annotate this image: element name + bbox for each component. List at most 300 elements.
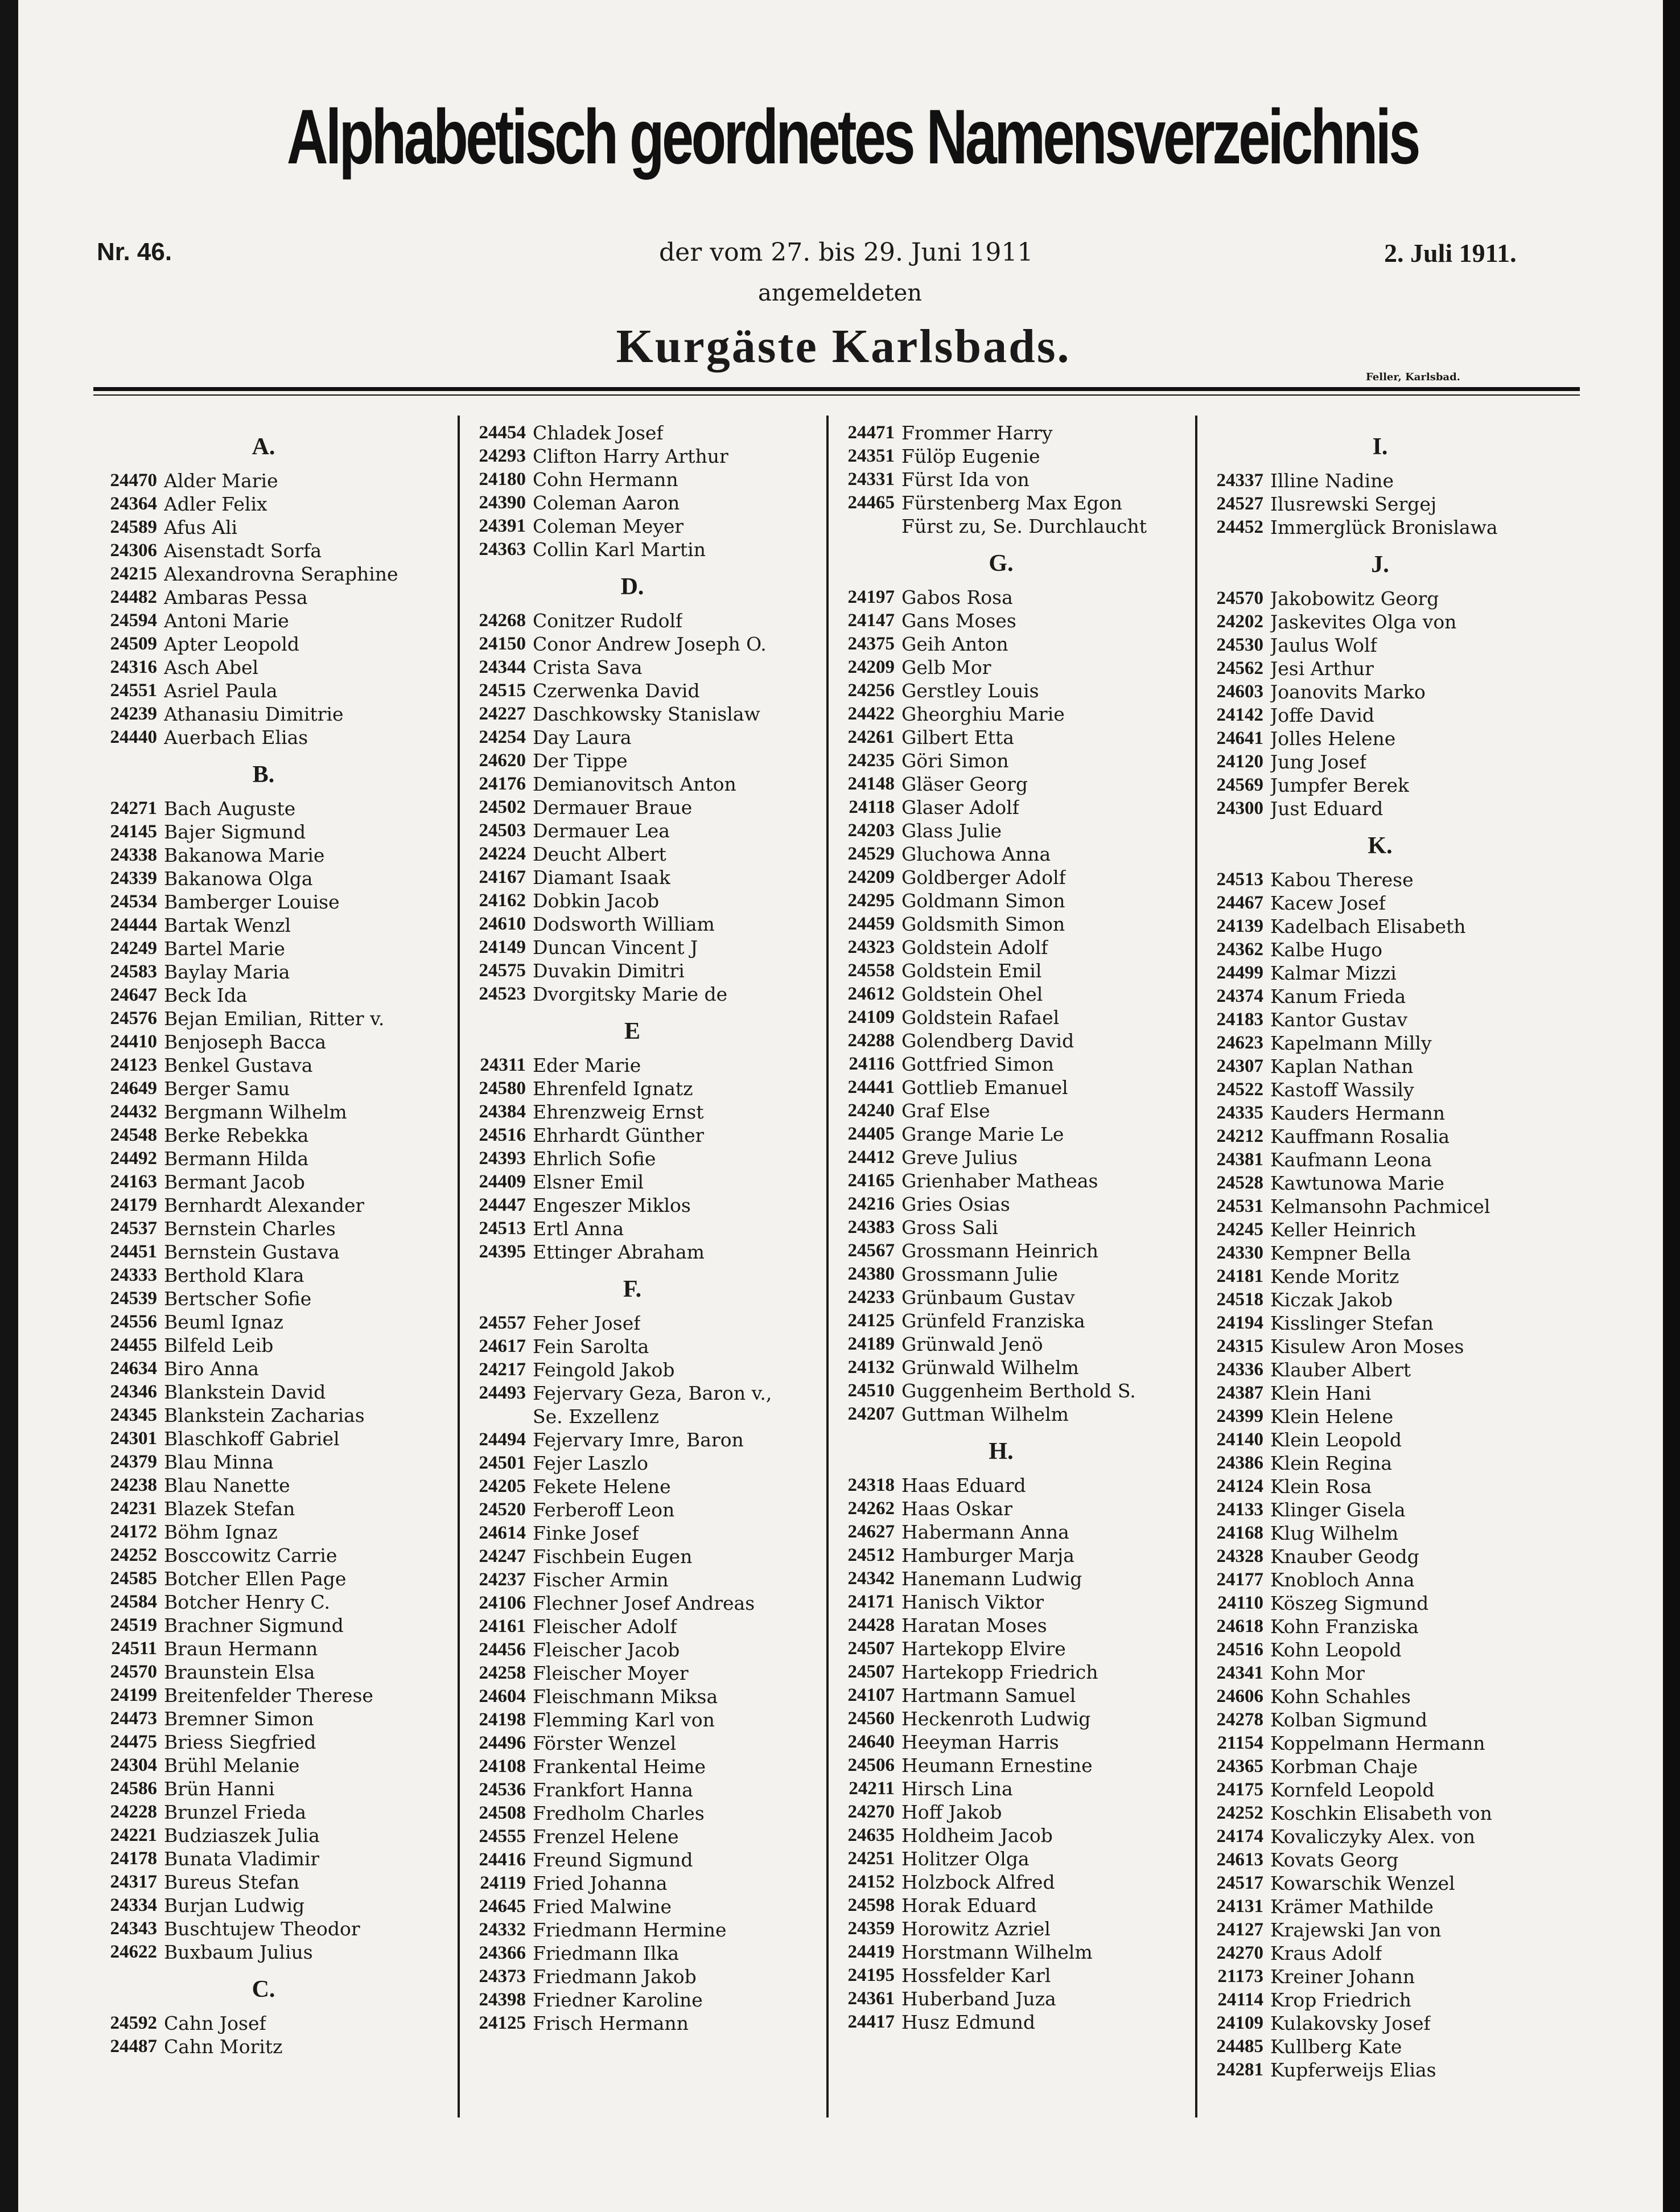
section-letter-heading: H. <box>989 1438 1014 1465</box>
guest-number: 24268 <box>479 610 526 631</box>
guest-number <box>446 1405 533 1428</box>
guest-number: 24181 <box>1216 1266 1263 1286</box>
guest-entry <box>1184 1405 1576 1428</box>
guest-entry <box>77 1007 450 1030</box>
guest-number: 24359 <box>847 1918 895 1939</box>
guest-number: 24520 <box>479 1499 526 1520</box>
guest-entry <box>1184 1311 1576 1335</box>
guest-name: Der Tippe <box>533 750 628 772</box>
guest-number: 24233 <box>847 1287 895 1308</box>
guest-name: Geih Anton <box>901 633 1008 655</box>
guest-number: 24516 <box>1216 1639 1263 1660</box>
guest-entry <box>815 1333 1187 1356</box>
guest-number: 24278 <box>1216 1709 1263 1730</box>
guest-entry <box>1184 1568 1576 1592</box>
guest-name: Fürst zu, Se. Durchlaucht <box>901 515 1147 537</box>
section-letter-heading: I. <box>1372 434 1388 460</box>
guest-name: Haas Oskar <box>901 1498 1012 1520</box>
guest-entry <box>1184 727 1576 750</box>
guest-entry <box>77 1660 450 1684</box>
guest-entry <box>446 1872 818 1895</box>
guest-entry <box>77 1310 450 1334</box>
guest-name: Horak Eduard <box>901 1894 1037 1917</box>
guest-name: Grossmann Julie <box>901 1263 1058 1285</box>
header-rule-thin <box>93 394 1580 396</box>
guest-number: 24536 <box>479 1779 526 1800</box>
guest-entry <box>1184 704 1576 727</box>
guest-name: Duvakin Dimitri <box>533 960 685 982</box>
guest-name: Bunata Vladimir <box>164 1848 320 1870</box>
guest-number: 24306 <box>110 540 157 561</box>
guest-name: Hanisch Viktor <box>901 1591 1044 1613</box>
guest-name: Keller Heinrich <box>1270 1219 1417 1241</box>
guest-entry <box>1184 634 1576 657</box>
guest-number: 24124 <box>1216 1476 1263 1496</box>
guest-number: 24249 <box>110 938 157 959</box>
guest-number: 24300 <box>1216 798 1263 819</box>
guest-number: 24262 <box>847 1498 895 1519</box>
guest-number: 24150 <box>479 634 526 654</box>
guest-entry <box>77 1614 450 1637</box>
guest-entry <box>446 1522 818 1545</box>
guest-name: Friedner Karoline <box>533 1989 703 2011</box>
guest-entry <box>446 889 818 912</box>
guest-name: Elsner Emil <box>533 1171 644 1193</box>
guest-entry <box>815 1099 1187 1123</box>
guest-name: Beck Ida <box>164 984 248 1006</box>
guest-number: 24499 <box>1216 963 1263 983</box>
guest-name: Hartmann Samuel <box>901 1684 1076 1707</box>
guest-number: 24270 <box>1216 1943 1263 1963</box>
guest-number: 24109 <box>847 1007 895 1027</box>
guest-number: 24108 <box>479 1756 526 1777</box>
guest-number: 24537 <box>110 1218 157 1239</box>
guest-name: Asriel Paula <box>164 680 278 702</box>
guest-entry <box>77 1777 450 1800</box>
guest-number: 24589 <box>110 517 157 537</box>
guest-entry <box>77 1894 450 1917</box>
guest-entry <box>1184 1895 1576 1918</box>
guest-name: Benjoseph Bacca <box>164 1031 327 1053</box>
guest-number: 24383 <box>847 1217 895 1237</box>
guest-entry <box>77 1520 450 1544</box>
guest-number: 24428 <box>847 1615 895 1635</box>
guest-entry <box>815 1754 1187 1777</box>
guest-number: 24441 <box>847 1077 895 1097</box>
guest-entry <box>446 936 818 959</box>
guest-number: 24175 <box>1216 1779 1263 1800</box>
guest-entry <box>815 1800 1187 1824</box>
guest-number: 24362 <box>1216 939 1263 960</box>
guest-name: Fejervary Imre, Baron <box>533 1429 744 1451</box>
guest-name: Fischbein Eugen <box>533 1545 693 1568</box>
guest-number: 24530 <box>1216 635 1263 655</box>
guest-name: Jesi Arthur <box>1270 657 1374 680</box>
guest-name: Fried Malwine <box>533 1896 672 1918</box>
guest-name: Kelmansohn Pachmicel <box>1270 1195 1490 1218</box>
guest-name: Frisch Hermann <box>533 2012 689 2034</box>
guest-entry <box>815 1474 1187 1497</box>
guest-number: 24316 <box>110 657 157 677</box>
guest-name: Ehrenfeld Ignatz <box>533 1078 693 1100</box>
section-letter-heading: F. <box>623 1276 642 1302</box>
guest-entry <box>815 1239 1187 1263</box>
guest-entry <box>77 1287 450 1310</box>
guest-number: 24351 <box>847 446 895 466</box>
guest-entry <box>77 726 450 749</box>
guest-name: Hoff Jakob <box>901 1801 1002 1823</box>
guest-entry <box>815 1123 1187 1146</box>
guest-number: 24209 <box>847 657 895 677</box>
guest-number: 24315 <box>1216 1336 1263 1356</box>
guest-entry <box>1184 1942 1576 1965</box>
guest-name: Friedmann Jakob <box>533 1966 697 1988</box>
guest-number: 24567 <box>847 1240 895 1261</box>
guest-name: Clifton Harry Arthur <box>533 445 728 467</box>
guest-number: 24114 <box>1217 1989 1263 2010</box>
guest-entry <box>77 1567 450 1590</box>
guest-name: Kolban Sigmund <box>1270 1709 1427 1731</box>
guest-number: 24189 <box>847 1334 895 1354</box>
date-range: der vom 27. bis 29. Juni 1911 <box>659 238 1033 267</box>
guest-entry <box>77 469 450 492</box>
guest-name: Braun Hermann <box>164 1638 318 1660</box>
guest-name: Friedmann Ilka <box>533 1942 680 1964</box>
guest-entry <box>446 959 818 982</box>
guest-entry <box>1184 1428 1576 1452</box>
guest-name: Klinger Gisela <box>1270 1499 1406 1521</box>
guest-name: Burjan Ludwig <box>164 1894 305 1917</box>
guest-name: Bamberger Louise <box>164 891 340 913</box>
guest-name: Dobkin Jacob <box>533 890 660 912</box>
guest-entry <box>815 1964 1187 1987</box>
guest-entry <box>815 959 1187 982</box>
guest-number: 24620 <box>479 750 526 771</box>
guest-name: Goldstein Ohel <box>901 983 1043 1005</box>
guest-entry <box>1184 1802 1576 1825</box>
guest-name: Berger Samu <box>164 1078 290 1100</box>
guest-entry <box>815 2010 1187 2034</box>
guest-entry <box>446 1545 818 1568</box>
guest-number: 24125 <box>479 2013 526 2033</box>
guest-entry <box>1184 1592 1576 1615</box>
guest-name: Gluchowa Anna <box>901 843 1051 865</box>
guest-number: 24125 <box>847 1310 895 1331</box>
guest-name: Benkel Gustava <box>164 1054 313 1076</box>
guest-entry <box>815 796 1187 819</box>
guest-name: Jumpfer Berek <box>1270 774 1409 796</box>
guest-number: 24493 <box>479 1383 526 1403</box>
guest-name: Huberband Juza <box>901 1988 1056 2010</box>
guest-number: 24198 <box>479 1709 526 1730</box>
guest-name: Fejervary Geza, Baron v., <box>533 1382 772 1404</box>
guest-entry <box>446 1170 818 1194</box>
guest-number: 24171 <box>847 1592 895 1612</box>
guest-number: 24617 <box>479 1336 526 1356</box>
guest-name: Knauber Geodg <box>1270 1545 1419 1568</box>
guest-name: Gottfried Simon <box>901 1053 1055 1075</box>
guest-number: 24635 <box>847 1825 895 1845</box>
guest-entry <box>815 1263 1187 1286</box>
guest-entry <box>77 539 450 562</box>
guest-entry <box>815 632 1187 656</box>
section-letter-heading: G. <box>989 550 1014 577</box>
guest-name: Grünbaum Gustav <box>901 1286 1075 1309</box>
guest-entry <box>1184 1382 1576 1405</box>
guest-number: 24528 <box>1216 1173 1263 1193</box>
guest-name: Klug Wilhelm <box>1270 1522 1399 1544</box>
guest-number: 24301 <box>110 1428 157 1449</box>
guest-name: Fejer Laszlo <box>533 1452 648 1474</box>
guest-entry <box>446 842 818 866</box>
guest-entry <box>77 679 450 702</box>
guest-entry <box>1184 1195 1576 1218</box>
guest-name: Jung Josef <box>1270 751 1367 773</box>
guest-entry <box>446 1848 818 1872</box>
guest-name: Finke Josef <box>533 1522 639 1544</box>
guest-entry <box>815 1193 1187 1216</box>
guest-number: 24179 <box>110 1195 157 1215</box>
guest-number: 24251 <box>847 1848 895 1869</box>
guest-name: Goldstein Rafael <box>901 1006 1060 1029</box>
guest-number: 24270 <box>847 1802 895 1822</box>
guest-number: 24317 <box>110 1872 157 1892</box>
guest-entry <box>446 1755 818 1778</box>
guest-name: Bureus Stefan <box>164 1871 300 1893</box>
guest-entry <box>1184 1662 1576 1685</box>
guest-name: Korbman Chaje <box>1270 1755 1418 1778</box>
guest-name: Guttman Wilhelm <box>901 1403 1069 1425</box>
guest-name: Koschkin Elisabeth von <box>1270 1802 1492 1824</box>
guest-entry <box>815 1544 1187 1567</box>
guest-number: 24172 <box>110 1522 157 1542</box>
guest-entry <box>77 1707 450 1730</box>
guest-name: Duncan Vincent J <box>533 936 698 959</box>
guest-number: 24492 <box>110 1148 157 1169</box>
guest-entry <box>77 1077 450 1100</box>
guest-number: 24456 <box>479 1639 526 1660</box>
guest-name: Koppelmann Hermann <box>1270 1732 1485 1754</box>
guest-number: 24199 <box>110 1685 157 1705</box>
guest-number: 24432 <box>110 1101 157 1122</box>
guest-entry <box>77 1124 450 1147</box>
guest-number: 24281 <box>1216 2059 1263 2080</box>
guest-name: Haas Eduard <box>901 1474 1026 1496</box>
guest-name: Ferberoff Leon <box>533 1499 675 1521</box>
guest-entry <box>77 586 450 609</box>
guest-number: 24231 <box>110 1498 157 1519</box>
guest-entry <box>77 492 450 516</box>
guest-number: 24240 <box>847 1100 895 1121</box>
guest-number: 24328 <box>1216 1546 1263 1567</box>
guest-entry <box>815 819 1187 842</box>
guest-entry <box>815 1894 1187 1917</box>
guest-entry <box>446 1358 818 1382</box>
guest-number: 21173 <box>1217 1966 1263 1987</box>
guest-name: Hanemann Ludwig <box>901 1568 1082 1590</box>
guest-entry <box>77 1264 450 1287</box>
guest-entry <box>77 1357 450 1380</box>
guest-entry <box>77 984 450 1007</box>
guest-entry <box>446 1240 818 1264</box>
guest-entry <box>1184 657 1576 680</box>
guest-entry <box>446 421 818 445</box>
guest-number: 24393 <box>479 1148 526 1169</box>
guest-entry <box>446 1405 818 1428</box>
guest-number: 24580 <box>479 1078 526 1099</box>
guest-name: Blankstein David <box>164 1381 326 1403</box>
guest-entry <box>1184 1848 1576 1872</box>
guest-name: Bermant Jacob <box>164 1171 305 1193</box>
guest-entry <box>446 656 818 679</box>
guest-name: Flechner Josef Andreas <box>533 1592 755 1614</box>
guest-number: 24507 <box>847 1662 895 1682</box>
guest-entry <box>815 772 1187 796</box>
guest-name: Kullberg Kate <box>1270 2036 1402 2058</box>
guest-name: Jolles Helene <box>1270 727 1396 750</box>
guest-number: 24641 <box>1216 728 1263 749</box>
guest-number: 24145 <box>110 821 157 842</box>
guest-name: Bilfeld Leib <box>164 1334 274 1356</box>
guest-entry <box>1184 2058 1576 2082</box>
guest-number: 24539 <box>110 1288 157 1309</box>
guest-entry <box>77 1194 450 1217</box>
guest-name: Kreiner Johann <box>1270 1966 1415 1988</box>
guest-entry <box>77 702 450 726</box>
guest-entry <box>77 797 450 820</box>
guest-name: Czerwenka David <box>533 680 700 702</box>
guest-name: Greve Julius <box>901 1146 1018 1169</box>
guest-number: 24548 <box>110 1125 157 1145</box>
guest-name: Kalbe Hugo <box>1270 939 1383 961</box>
guest-entry <box>815 468 1187 491</box>
guest-entry <box>1184 610 1576 634</box>
guest-entry <box>1184 1358 1576 1382</box>
guest-name: Brühl Melanie <box>164 1754 300 1777</box>
guest-number: 24215 <box>110 564 157 584</box>
guest-number: 24180 <box>479 469 526 490</box>
guest-number: 24252 <box>110 1545 157 1565</box>
guest-entry <box>77 656 450 679</box>
guest-name: Kempner Bella <box>1270 1242 1411 1264</box>
guest-number: 24395 <box>479 1241 526 1262</box>
guest-number: 24451 <box>110 1241 157 1262</box>
guest-number: 24216 <box>847 1194 895 1214</box>
guest-name: Bach Auguste <box>164 797 296 820</box>
guest-number: 24558 <box>847 960 895 981</box>
guest-number: 24496 <box>479 1733 526 1753</box>
guest-name: Berthold Klara <box>164 1264 304 1286</box>
guest-entry <box>1184 1125 1576 1148</box>
guest-number: 24482 <box>110 587 157 607</box>
guest-number: 24381 <box>1216 1149 1263 1170</box>
guest-number: 24508 <box>479 1803 526 1823</box>
guest-name: Förster Wenzel <box>533 1732 677 1754</box>
guest-number: 24123 <box>110 1055 157 1075</box>
guest-number: 24330 <box>1216 1243 1263 1263</box>
guest-entry <box>1184 516 1576 539</box>
guest-entry <box>815 679 1187 702</box>
guest-number: 24178 <box>110 1848 157 1869</box>
guest-entry <box>1184 1615 1576 1638</box>
guest-entry <box>815 1824 1187 1847</box>
guest-entry <box>1184 1545 1576 1568</box>
guest-number: 24331 <box>847 469 895 490</box>
guest-name: Joffe David <box>1270 704 1375 726</box>
guest-number: 24366 <box>479 1943 526 1963</box>
guest-name: Fekete Helene <box>533 1475 671 1498</box>
guest-entry <box>446 866 818 889</box>
guest-entry <box>77 1217 450 1240</box>
guest-entry <box>1184 1241 1576 1265</box>
guest-entry <box>77 1030 450 1054</box>
guest-name: Kohn Leopold <box>1270 1639 1402 1661</box>
guest-entry <box>77 867 450 890</box>
guest-entry <box>1184 1265 1576 1288</box>
guest-number: 24519 <box>110 1615 157 1635</box>
guest-name: Holdheim Jacob <box>901 1824 1053 1847</box>
guest-entry <box>815 515 1187 538</box>
guest-entry <box>1184 1638 1576 1662</box>
guest-number: 24603 <box>1216 681 1263 702</box>
name-column-2 <box>446 421 818 2118</box>
guest-name: Heckenroth Ludwig <box>901 1708 1091 1730</box>
guest-number: 24373 <box>479 1966 526 1987</box>
guest-name: Botcher Henry C. <box>164 1591 330 1613</box>
guest-name: Kawtunowa Marie <box>1270 1172 1444 1194</box>
guest-entry <box>446 1708 818 1732</box>
guest-entry <box>77 1474 450 1497</box>
guest-name: Grossmann Heinrich <box>901 1240 1099 1262</box>
guest-number: 24640 <box>847 1732 895 1752</box>
guest-number: 24417 <box>847 2012 895 2032</box>
guest-name: Alder Marie <box>164 470 278 492</box>
guest-name: Flemming Karl von <box>533 1709 715 1731</box>
guest-number: 24557 <box>479 1313 526 1333</box>
guest-number: 24161 <box>479 1616 526 1637</box>
guest-name: Habermann Anna <box>901 1521 1069 1543</box>
guest-entry <box>1184 1101 1576 1125</box>
guest-entry <box>77 2035 450 2058</box>
guest-number: 24147 <box>847 610 895 631</box>
guest-name: Goldsmith Simon <box>901 913 1065 935</box>
guest-number: 24247 <box>479 1546 526 1567</box>
guest-name: Antoni Marie <box>164 610 289 632</box>
guest-entry <box>1184 1918 1576 1942</box>
guest-entry <box>815 1356 1187 1379</box>
guest-entry <box>815 1590 1187 1614</box>
guest-entry <box>1184 868 1576 891</box>
guest-entry <box>77 1940 450 1964</box>
guest-entry <box>446 679 818 702</box>
guest-number: 24197 <box>847 587 895 607</box>
guest-number: 24627 <box>847 1522 895 1542</box>
guest-number: 24399 <box>1216 1406 1263 1426</box>
guest-name: Gelb Mor <box>901 656 991 679</box>
guest-name: Cahn Josef <box>164 2012 266 2034</box>
scan-edge <box>1663 0 1680 2212</box>
guest-entry <box>1184 915 1576 938</box>
guest-name: Daschkowsky Stanislaw <box>533 703 760 725</box>
guest-number: 24473 <box>110 1708 157 1729</box>
guest-name: Conor Andrew Joseph O. <box>533 633 767 655</box>
guest-number: 24452 <box>1216 517 1263 537</box>
guest-name: Fülöp Eugenie <box>901 445 1040 467</box>
guest-name: Ilusrewski Sergej <box>1270 493 1437 515</box>
guest-number: 24110 <box>1217 1593 1263 1613</box>
guest-number: 24455 <box>110 1335 157 1355</box>
guest-name: Illine Nadine <box>1270 470 1394 492</box>
